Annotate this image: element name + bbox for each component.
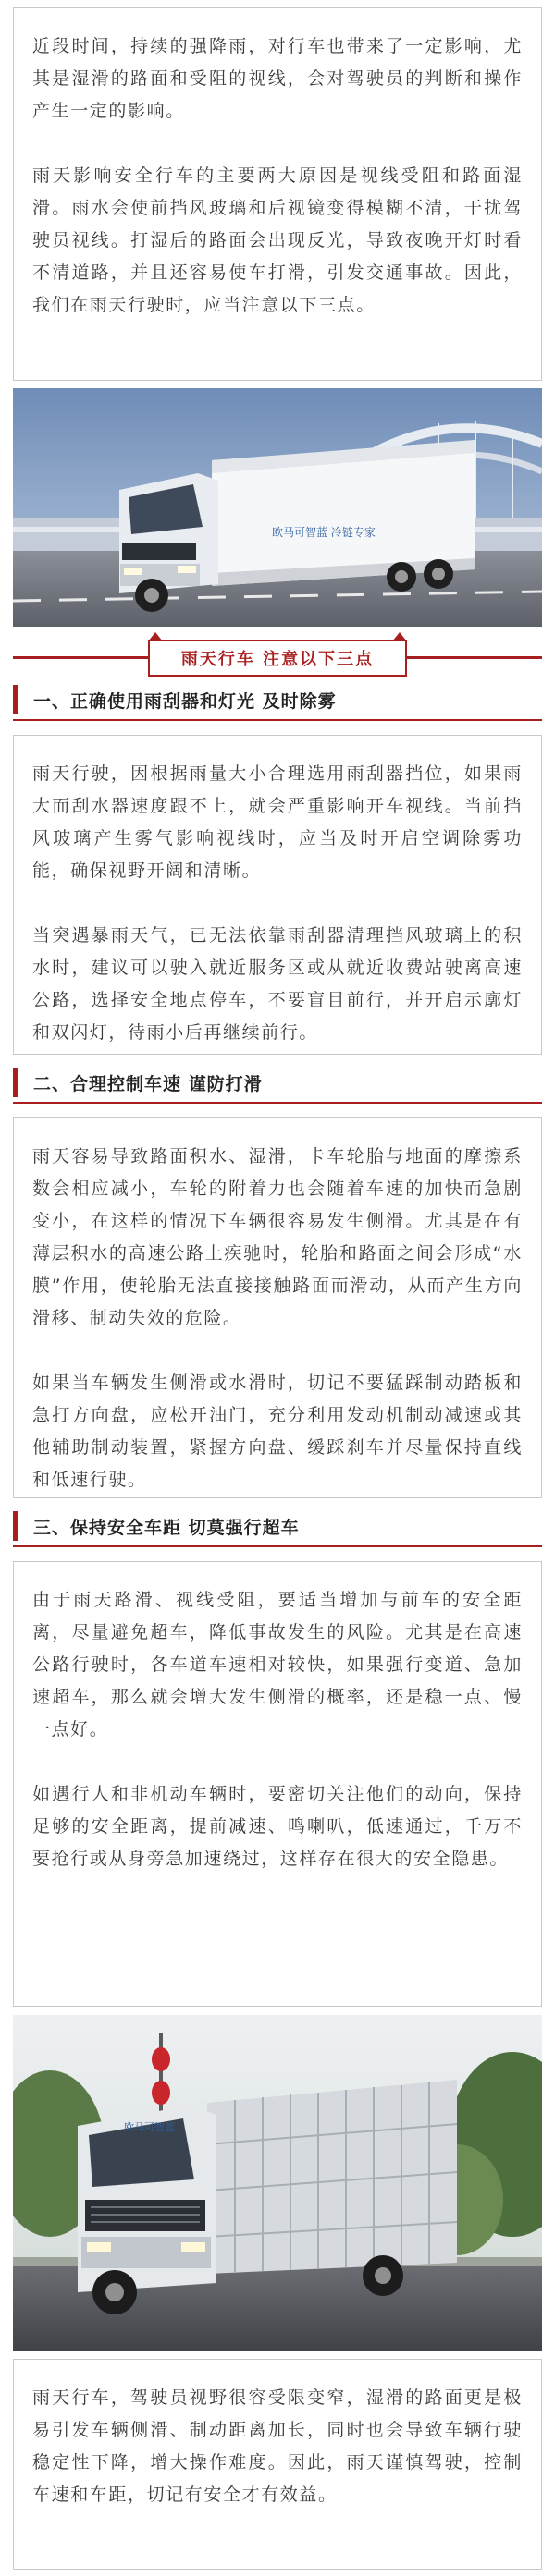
outro-paragraph: 雨天行车，驾驶员视野很容受限变窄，湿滑的路面更是极易引发车辆侧滑、制动距离加长，同时也会导致车辆行驶稳定性下降，增大操作难度。因此，雨天谨慎驾驶，控制车速和车距，切记有安全才有效益。 [32, 2387, 523, 2505]
section-3-box [13, 1561, 542, 2007]
banner-pill [148, 640, 407, 677]
truck2-cab-text: 欧马可智蓝 [124, 2121, 175, 2133]
truck-photo-street [13, 2015, 542, 2351]
intro-paragraph-2: 雨天影响安全行车的主要两大原因是视线受阻和路面湿滑。雨水会使前挡风玻璃和后视镜变得模糊不清，干扰驾驶员视线。打湿后的路面会出现反光，导致夜晚开灯时看不清道路，并且还容易使车打滑，引发交通事故。因此，我们在雨天行驶时，应当注意以下三点。 [32, 165, 523, 315]
section-1-box [13, 735, 542, 1055]
section-3-paragraph-1: 由于雨天路滑、视线受阻，要适当增加与前车的安全距离，尽量避免超车，降低事故发生的风险。尤其是在高速公路行驶时，各车道车速相对较快，如果强行变道、急加速超车，那么就会增大发生侧滑的概率，还是稳一点、慢一点好。 [32, 1590, 523, 1740]
section-2-heading [13, 1063, 542, 1104]
tips-banner [13, 634, 542, 680]
section-1-title: 一、正确使用雨刮器和灯光 及时除雾 [33, 690, 337, 712]
section-2-box [13, 1117, 542, 1498]
section-3-heading [13, 1507, 542, 1547]
section-2-title: 二、合理控制车速 谨防打滑 [33, 1073, 263, 1094]
section-1-paragraph-2: 当突遇暴雨天气，已无法依靠雨刮器清理挡风玻璃上的积水时，建议可以驶入就近服务区或从就近收费站驶离高速公路，选择安全地点停车，不要盲目前行，并开启示廓灯和双闪灯，待雨小后再继续前行。 [32, 925, 523, 1043]
section-2-accent-bar [13, 1068, 18, 1097]
truck-bridge-illustration [13, 388, 542, 627]
truck-photo-bridge [13, 388, 542, 627]
section-2-paragraph-1: 雨天容易导致路面积水、湿滑，卡车轮胎与地面的摩擦系数会相应减小，车轮的附着力也会随着车速的加快而急剧变小，在这样的情况下车辆很容易发生侧滑。尤其是在有薄层积水的高速公路上疾驰时，轮胎和路面之间会形成“水膜”作用，使轮胎无法直接接触路面而滑动，从而产生方向滑移、制动失效的危险。 [32, 1146, 523, 1328]
outro-box [13, 2359, 542, 2570]
intro-paragraph-1: 近段时间，持续的强降雨，对行车也带来了一定影响，尤其是湿滑的路面和受阻的视线，会对驾驶员的判断和操作产生一定的影响。 [32, 36, 523, 121]
section-1-paragraph-1: 雨天行驶，因根据雨量大小合理选用雨刮器挡位，如果雨大而刮水器速度跟不上，就会严重影响开车视线。当前挡风玻璃产生雾气影响视线时，应当及时开启空调除雾功能，确保视野开阔和清晰。 [32, 763, 523, 881]
truck-street-illustration [13, 2015, 542, 2351]
section-3-accent-bar [13, 1511, 18, 1541]
banner-title: 雨天行车 注意以下三点 [180, 650, 375, 669]
section-2-paragraph-2: 如果当车辆发生侧滑或水滑时，切记不要猛踩制动踏板和急打方向盘，应松开油门，充分利用发动机制动减速或其他辅助制动装置，紧握方向盘、缓踩刹车并尽量保持直线和低速行驶。 [32, 1373, 523, 1490]
section-1-heading [13, 680, 542, 721]
section-3-paragraph-2: 如遇行人和非机动车辆时，要密切关注他们的动向，保持足够的安全距离，提前减速、鸣喇叭，低速通过，千万不要抢行或从身旁急加速绕过，这样存在很大的安全隐患。 [32, 1784, 523, 1869]
section-1-accent-bar [13, 685, 18, 714]
intro-box [13, 7, 542, 381]
truck1-side-text: 欧马可智蓝 冷链专家 [272, 526, 376, 539]
section-3-title: 三、保持安全车距 切莫强行超车 [33, 1517, 300, 1538]
